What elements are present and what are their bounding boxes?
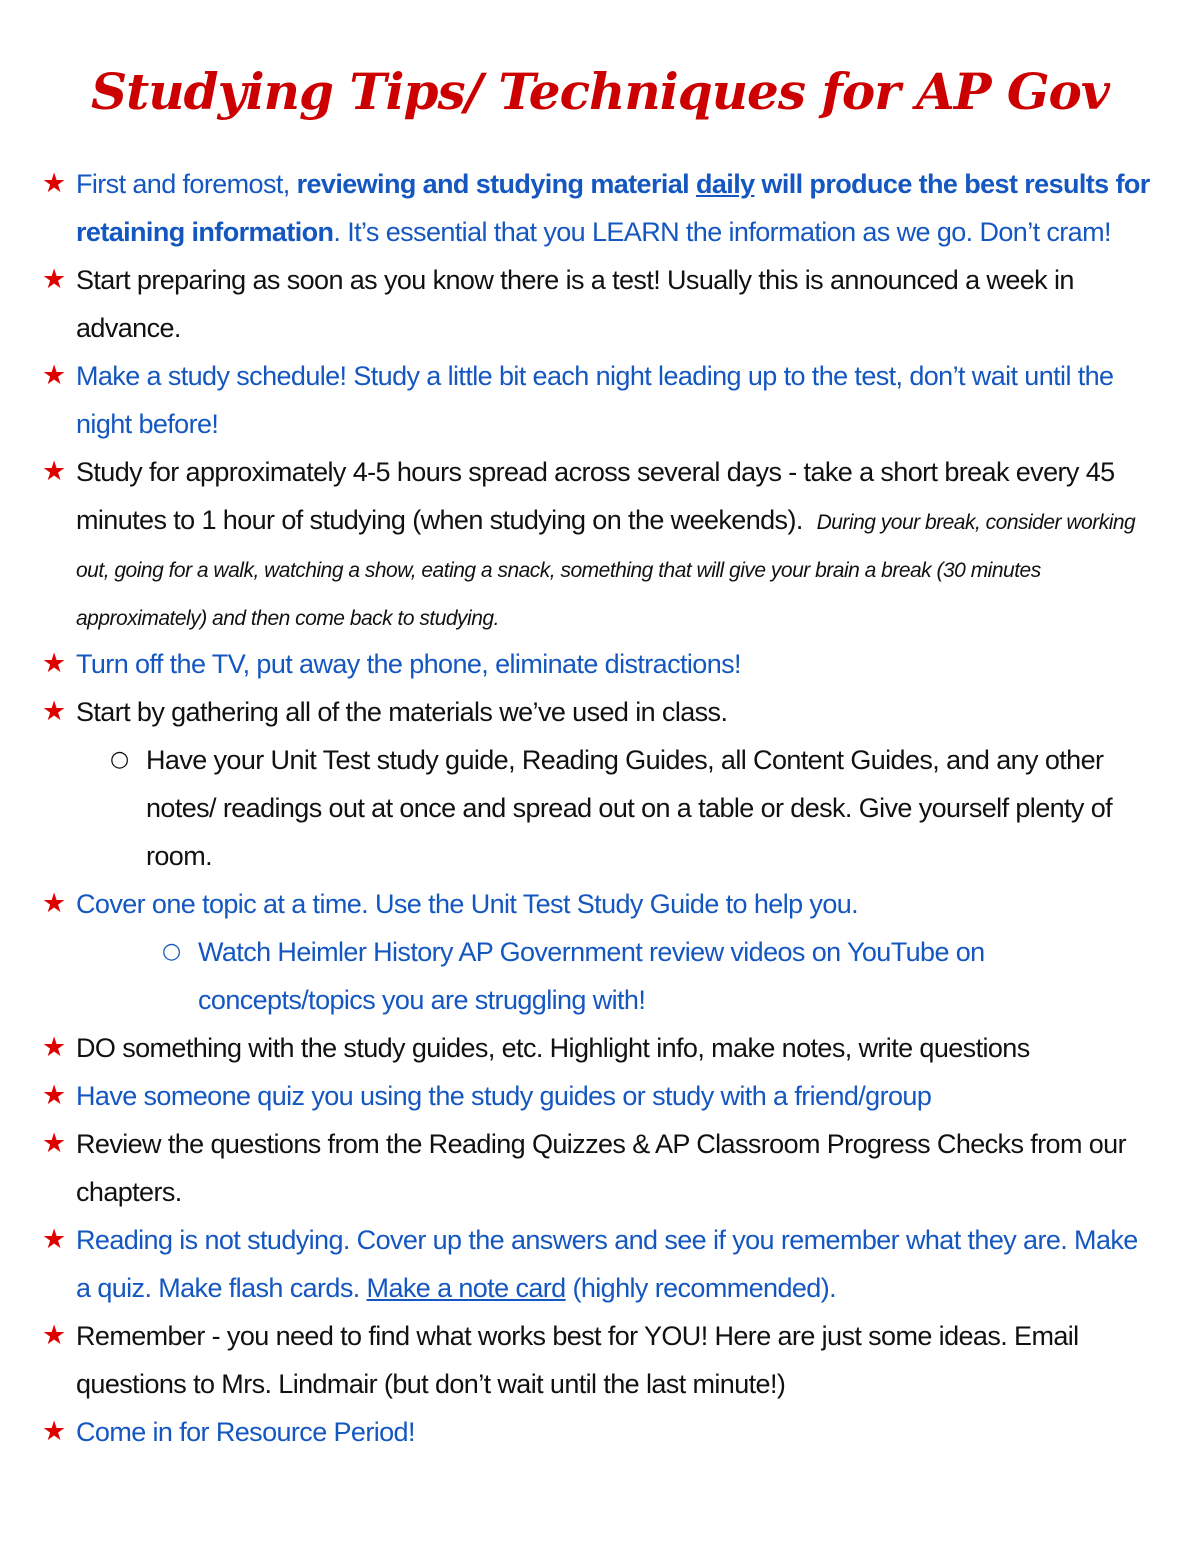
item-text: Start by gathering all of the materials we’ve used in class. [76,697,728,727]
sub-list-item [42,928,1152,1024]
item-text: Study for approximately 4-5 hours spread across several days - take a short break every 45 minutes to 1 hour of studying (when studying on the weekends). [76,457,1115,535]
list-item [42,1024,1152,1072]
sub-list-item [42,736,1152,880]
item-underlined-text: Make a note card [366,1273,566,1303]
star-icon: ★ [42,360,66,391]
circle-bullet-icon: ○ [110,747,129,772]
item-text: Make a study schedule! Study a little bit each night leading up to the test, don’t wait until the night before! [76,361,1114,439]
sub-item-text: Have your Unit Test study guide, Reading Guides, all Content Guides, and any other notes/ readings out at once and spread out on a table or desk. Give yourself plenty of room. [146,745,1113,871]
page-title: Studying Tips/ Techniques for AP Gov [91,62,1109,121]
star-icon: ★ [42,1128,66,1159]
star-icon: ★ [42,168,66,199]
tips-list [42,160,1152,1456]
list-item [42,448,1152,640]
list-item [42,1120,1152,1216]
list-item [42,688,1152,736]
item-text: Reading is not studying. Cover up the answers and see if you remember what they are. Make a quiz. Make flash cards. [76,1225,1138,1303]
star-icon: ★ [42,264,66,295]
item-italic-note: During your break, consider working out, going for a walk, watching a show, eating a snack, something that will give your brain a break (30 minutes approximately) and then come back to studying. [76,511,1136,630]
item-text: Remember - you need to find what works best for YOU! Here are just some ideas. Email questions to Mrs. Lindmair (but don’t wait until the last minute!) [76,1321,1079,1399]
list-item [42,1408,1152,1456]
star-icon: ★ [42,888,66,919]
list-item [42,256,1152,352]
item-text: Come in for Resource Period! [76,1417,415,1447]
circle-bullet-icon: ○ [162,939,181,964]
item-text: Have someone quiz you using the study guides or study with a friend/group [76,1081,932,1111]
item-text: Turn off the TV, put away the phone, eliminate distractions! [76,649,741,679]
item-text: . It’s essential that you LEARN the information as we go. Don’t cram! [333,217,1111,247]
star-icon: ★ [42,1320,66,1351]
item-bold-text: will produce the best results for retaining information [76,169,1150,247]
star-icon: ★ [42,1032,66,1063]
item-text: Review the questions from the Reading Quizzes & AP Classroom Progress Checks from our chapters. [76,1129,1126,1207]
star-icon: ★ [42,1224,66,1255]
list-item [42,1312,1152,1408]
item-text: Cover one topic at a time. Use the Unit Test Study Guide to help you. [76,889,859,919]
star-icon: ★ [42,1416,66,1447]
item-bold-text: reviewing and studying material [296,169,696,199]
list-item [42,1216,1152,1312]
item-text: DO something with the study guides, etc. Highlight info, make notes, write questions [76,1033,1030,1063]
list-item [42,352,1152,448]
star-icon: ★ [42,456,66,487]
item-underlined-text: daily [695,169,755,199]
list-item [42,160,1152,256]
star-icon: ★ [42,648,66,679]
item-text: First and foremost, [76,169,297,199]
list-item [42,880,1152,928]
item-text: Start preparing as soon as you know there is a test! Usually this is announced a week in advance. [76,265,1074,343]
list-item [42,1072,1152,1120]
list-item [42,640,1152,688]
star-icon: ★ [42,696,66,727]
sub-item-text: Watch Heimler History AP Government review videos on YouTube on concepts/topics you are struggling with! [198,937,985,1015]
star-icon: ★ [42,1080,66,1111]
item-text: (highly recommended). [565,1273,836,1303]
